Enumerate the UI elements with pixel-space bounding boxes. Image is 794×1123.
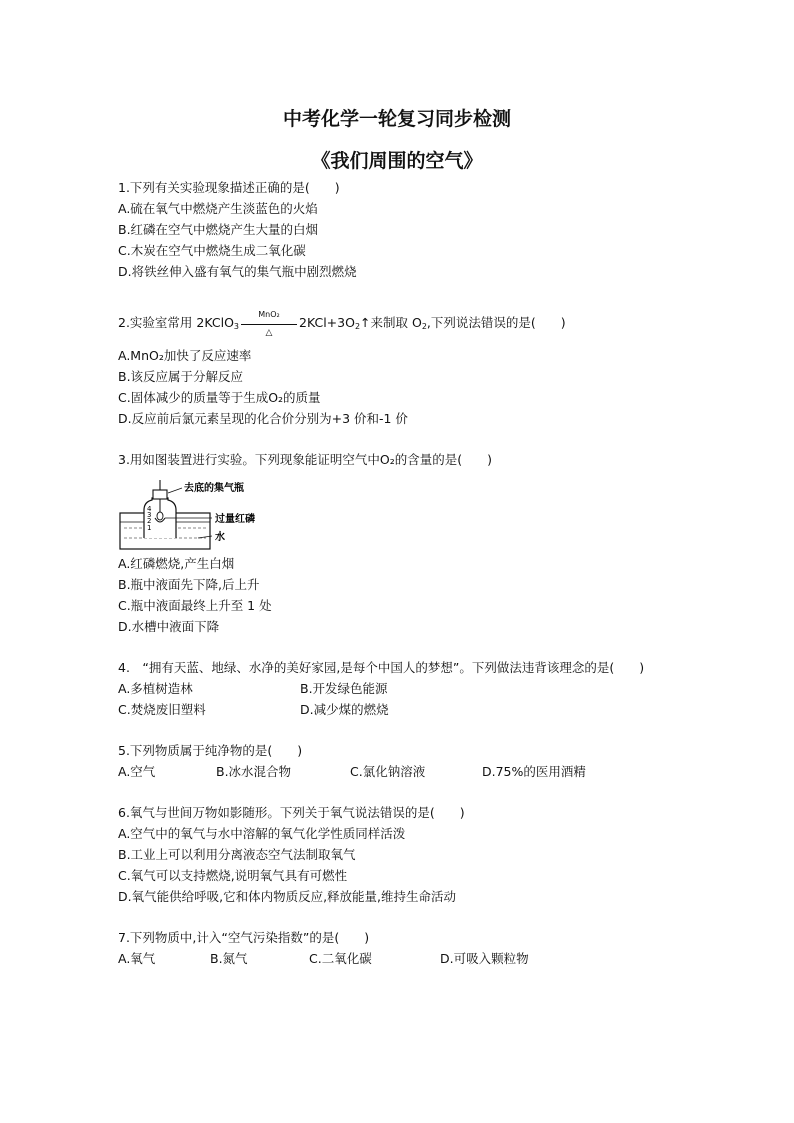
q4-option-c: C.焚烧废旧塑料	[118, 702, 206, 717]
q3-option-a: A.红磷燃烧,产生白烟	[118, 556, 235, 571]
scale-mark-1: 1	[147, 524, 152, 532]
q3-option-b: B.瓶中液面先下降,后上升	[118, 577, 260, 592]
page-title: 中考化学一轮复习同步检测	[282, 108, 511, 130]
q6-option-c: C.氧气可以支持燃烧,说明氧气具有可燃性	[118, 868, 348, 883]
q6-option-b: B.工业上可以利用分离液态空气法制取氧气	[118, 847, 356, 862]
page-subtitle: 《我们周围的空气》	[311, 150, 483, 172]
q5-stem: 5.下列物质属于纯净物的是( )	[118, 743, 303, 758]
q4-option-b: B.开发绿色能源	[300, 681, 388, 696]
q2-option-c: C.固体减少的质量等于生成O₂的质量	[118, 390, 321, 405]
scale-mark-2: 2	[147, 517, 152, 525]
q4-option-d: D.减少煤的燃烧	[300, 702, 389, 717]
q2-option-b: B.该反应属于分解反应	[118, 369, 244, 384]
q2-sub-2: 2	[354, 322, 361, 331]
q6-stem: 6.氧气与世间万物如影随形。下列关于氧气说法错误的是( )	[118, 805, 465, 820]
q1-option-d: D.将铁丝伸入盛有氧气的集气瓶中剧烈燃烧	[118, 264, 357, 279]
q4-option-a: A.多植树造林	[118, 681, 193, 696]
q1-option-b: B.红磷在空气中燃烧产生大量的白烟	[118, 222, 319, 237]
scale-mark-3: 3	[147, 511, 152, 519]
label-bottle: 去底的集气瓶	[184, 483, 244, 494]
q3-option-d: D.水槽中液面下降	[118, 619, 220, 634]
q3-option-c: C.瓶中液面最终上升至 1 处	[118, 598, 272, 613]
q5-option-d: D.75%的医用酒精	[482, 764, 586, 779]
q7-option-a: A.氧气	[118, 951, 156, 966]
q3-apparatus-diagram	[118, 476, 298, 554]
q5-option-a: A.空气	[118, 764, 156, 779]
q1-stem: 1.下列有关实验现象描述正确的是( )	[118, 180, 340, 195]
q7-option-b: B.氮气	[210, 951, 248, 966]
q1-option-c: C.木炭在空气中燃烧生成二氧化碳	[118, 243, 306, 258]
q2-sub-1: 3	[233, 322, 239, 331]
flame	[157, 512, 163, 520]
q4-stem: 4. “拥有天蓝、地绿、水净的美好家园,是每个中国人的梦想”。下列做法违背该理念的是( )	[118, 660, 645, 675]
q2-option-a: A.MnO₂加快了反应速率	[118, 348, 252, 363]
q2-stem-start: 2.实验室常用 2KClO	[118, 315, 234, 330]
bottle-stopper	[153, 490, 167, 499]
q5-option-c: C.氯化钠溶液	[350, 764, 426, 779]
q7-option-c: C.二氧化碳	[309, 951, 372, 966]
q2-catalyst: MnO₂	[258, 309, 280, 319]
q2-reaction-condition	[239, 309, 299, 338]
q5-option-b: B.冰水混合物	[216, 764, 292, 779]
label-red-phosphorus: 过量红磷	[215, 514, 255, 525]
q6-option-d: D.氧气能供给呼吸,它和体内物质反应,释放能量,维持生命活动	[118, 889, 457, 904]
q2-heat-symbol: △	[265, 327, 273, 338]
q2-stem-after: ↑来制取 O	[360, 315, 422, 330]
q2-stem-products: 2KCl+3O	[299, 315, 355, 330]
q2-sub-3: 2	[421, 322, 427, 331]
q7-option-d: D.可吸入颗粒物	[440, 951, 529, 966]
q6-option-a: A.空气中的氧气与水中溶解的氧气化学性质同样活泼	[118, 826, 406, 841]
q2-option-d: D.反应前后氯元素呈现的化合价分别为+3 价和-1 价	[118, 411, 408, 426]
q3-stem: 3.用如图装置进行实验。下列现象能证明空气中O₂的含量的是( )	[118, 452, 493, 467]
scale-mark-4: 4	[147, 505, 152, 513]
q7-stem: 7.下列物质中,计入“空气污染指数”的是( )	[118, 930, 370, 945]
label-water: 水	[215, 532, 225, 543]
q2-stem-end: ,下列说法错误的是( )	[426, 315, 566, 330]
q1-option-a: A.硫在氧气中燃烧产生淡蓝色的火焰	[118, 201, 318, 216]
q2-stem	[118, 309, 566, 338]
